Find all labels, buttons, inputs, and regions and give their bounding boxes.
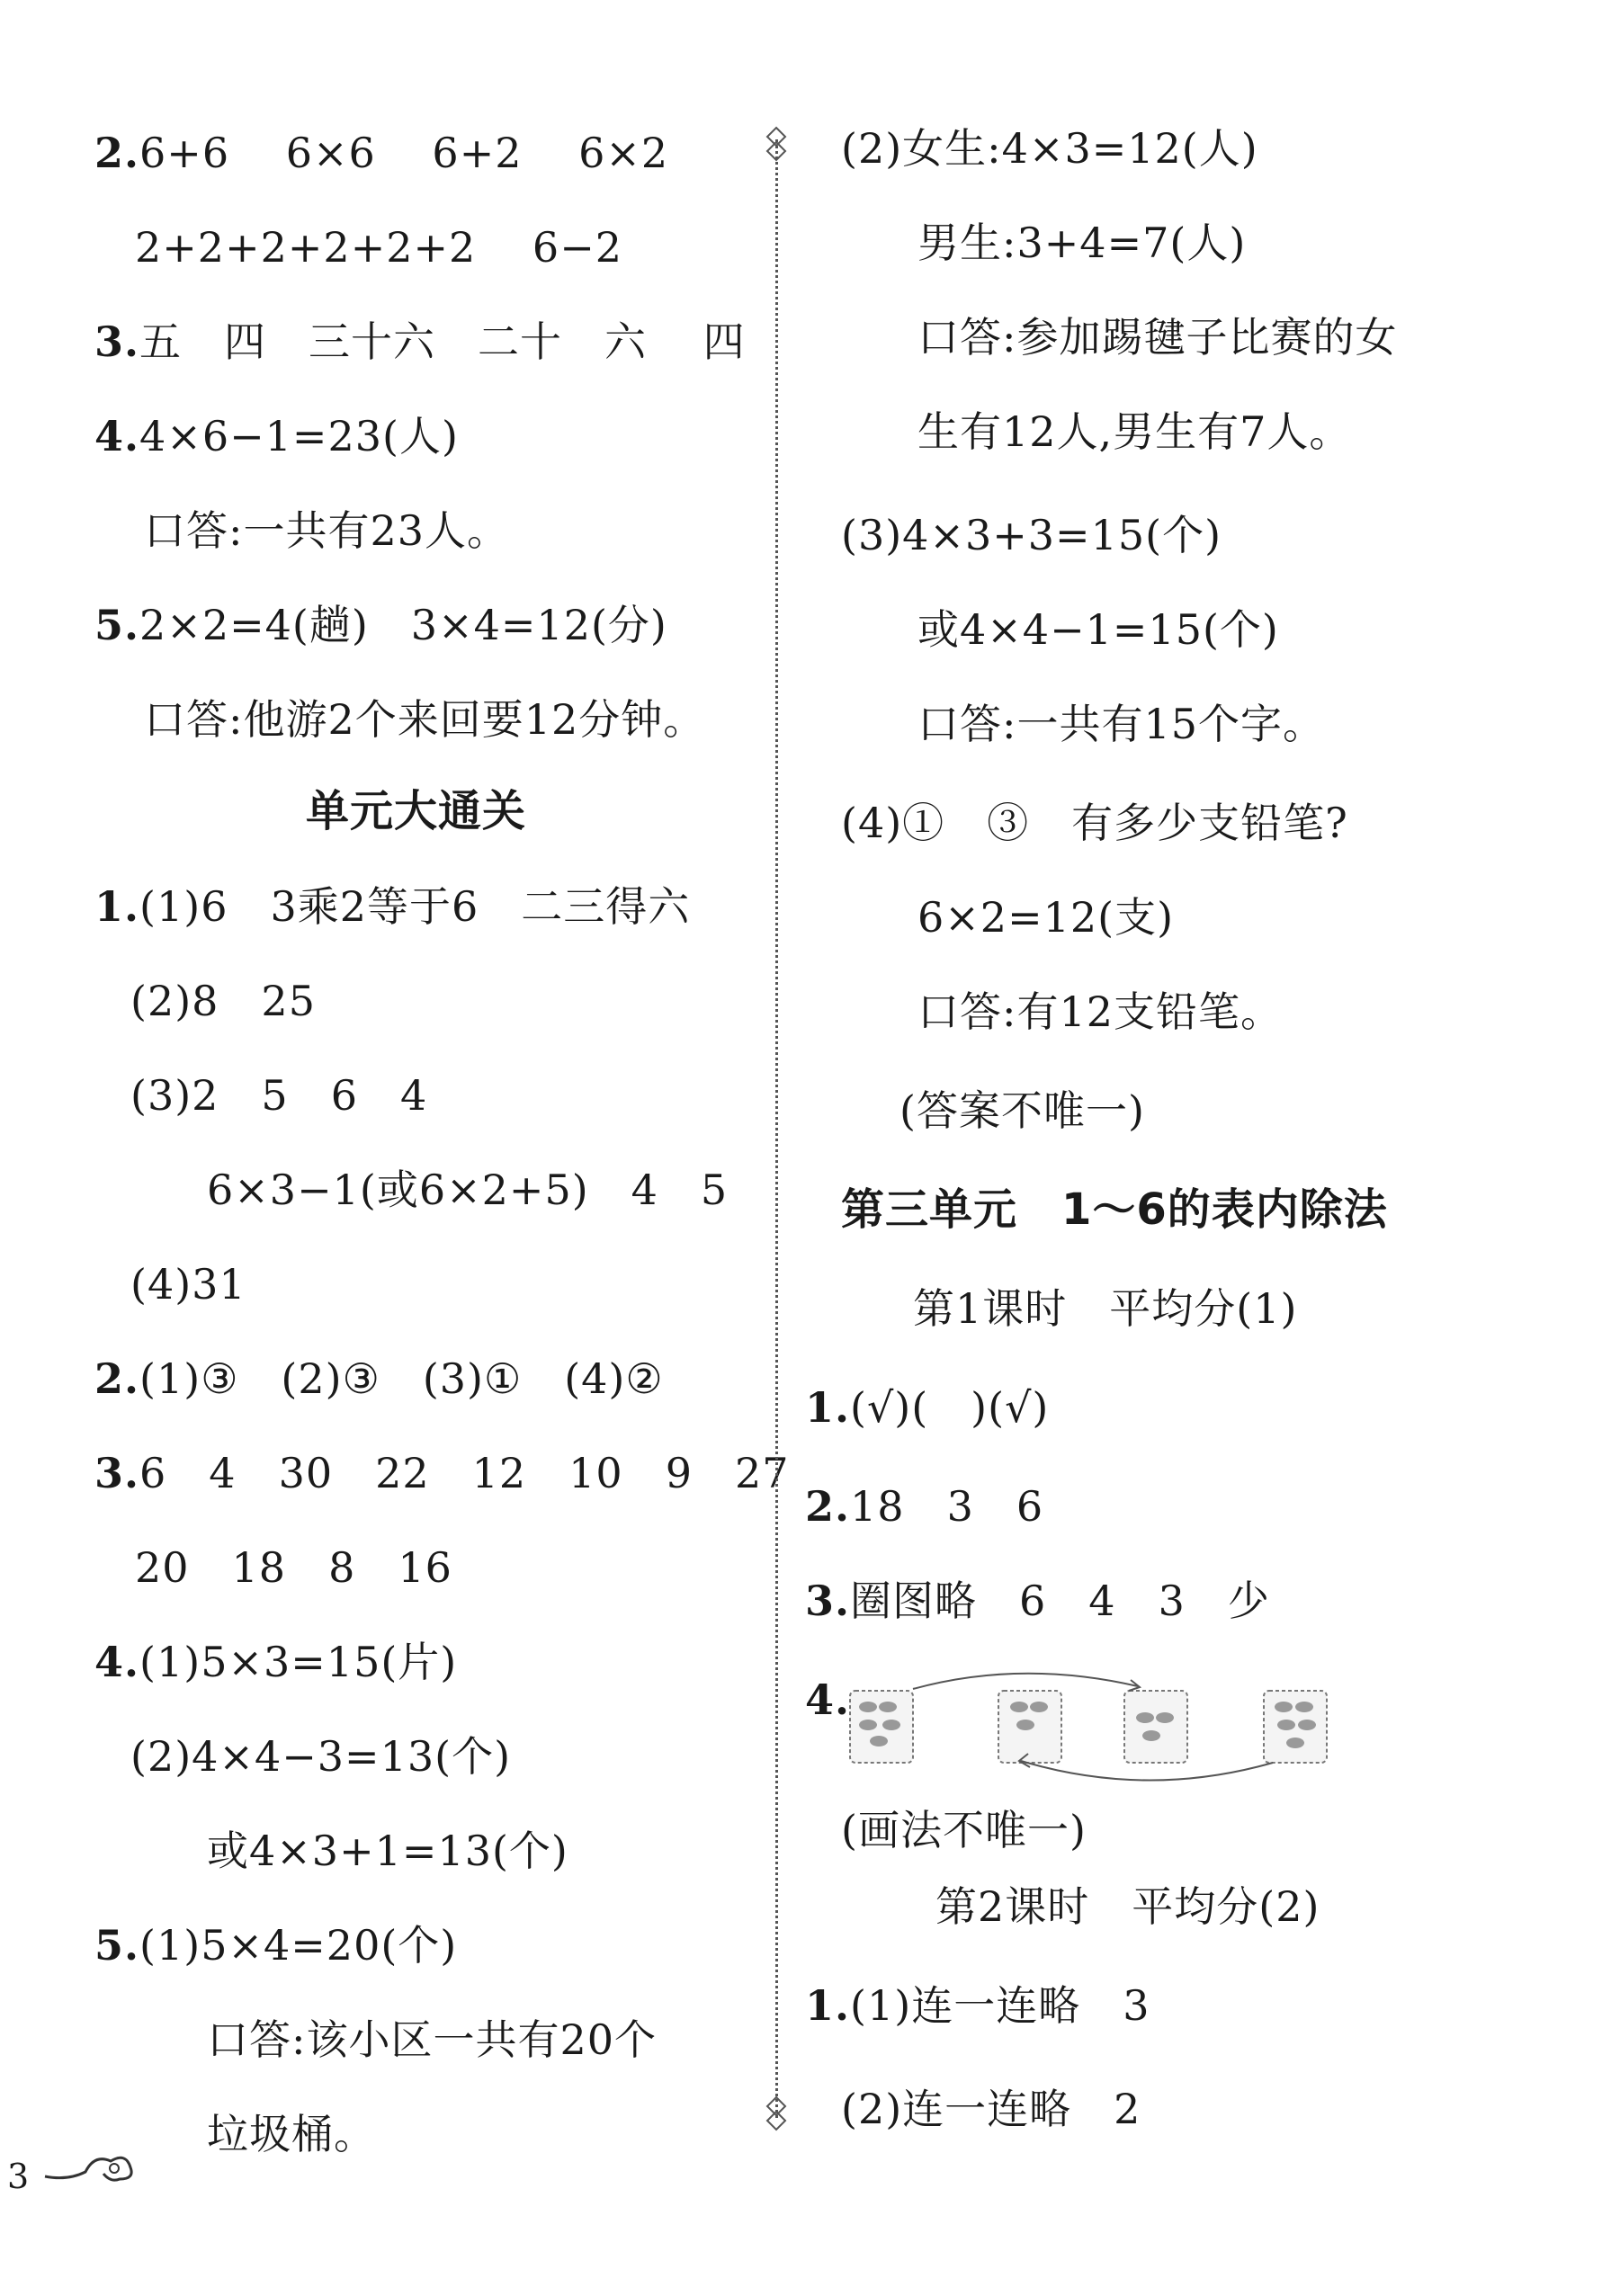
divider-ornament-bottom-icon xyxy=(763,2095,790,2131)
lesson1-answer-1: 1.(√)( )(√) xyxy=(805,1383,1050,1432)
lesson2-answer-1-2: (2)连一连略 2 xyxy=(841,2085,1141,2133)
lesson2-answer-1: 1.(1)连一连略 3 xyxy=(805,1981,1150,2030)
answer-2: 2.6+6 6×6 6+2 6×2 xyxy=(94,129,669,177)
lesson1-answer-3: 3.圈图略 6 4 3 少 xyxy=(805,1577,1270,1625)
lesson-2-heading: 第2课时 平均分(2) xyxy=(935,1882,1320,1931)
review-answer-5: 5.(1)5×4=20(个) xyxy=(94,1921,458,1970)
answer-3: 3.五 四 三十六 二十 六 四 xyxy=(94,317,746,366)
arrow-curve-bottom-icon xyxy=(1021,1761,1273,1781)
review-answer-4: 4.(1)5×3=15(片) xyxy=(94,1638,458,1686)
lesson-1-heading: 第1课时 平均分(1) xyxy=(913,1284,1298,1333)
review-answer-5-reply: 口答:该小区一共有20个 xyxy=(207,2015,658,2064)
review-answer-1-2: (2)8 25 xyxy=(130,977,316,1025)
arrow-curve-top-icon xyxy=(913,1674,1138,1689)
right-answer-2-boys: 男生:3+4=7(人) xyxy=(917,219,1247,267)
review-answer-2: 2.(1)③ (2)③ (3)① (4)② xyxy=(94,1354,664,1403)
answer-4-reply: 口答:一共有23人。 xyxy=(144,506,510,555)
right-answer-4: (4)① ③ 有多少支铅笔? xyxy=(841,799,1348,847)
bag-2-icon xyxy=(998,1691,1061,1763)
right-answer-3: (3)4×3+3=15(个) xyxy=(841,511,1222,559)
page-number: 3 xyxy=(7,2157,30,2196)
cloud-ornament-icon xyxy=(40,2145,139,2190)
bags-distribution-figure xyxy=(841,1664,1345,1790)
review-answer-1-3-cont: 6×3−1(或6×2+5) 4 5 xyxy=(207,1166,729,1214)
note-drawing-not-unique: (画法不唯一) xyxy=(841,1806,1087,1854)
column-divider xyxy=(775,139,778,2118)
lesson1-answer-2: 2.18 3 6 xyxy=(805,1482,1044,1531)
right-answer-2: (2)女生:4×3=12(人) xyxy=(841,124,1258,173)
right-answer-4-calc: 6×2=12(支) xyxy=(917,893,1175,942)
review-answer-4-2-alt: 或4×3+1=13(个) xyxy=(207,1827,568,1875)
right-answer-3-reply: 口答:一共有15个字。 xyxy=(917,700,1326,748)
review-answer-1-4: (4)31 xyxy=(130,1260,246,1309)
answer-2-cont: 2+2+2+2+2+2 6−2 xyxy=(135,223,623,272)
review-answer-5-reply-cont: 垃圾桶。 xyxy=(207,2110,376,2158)
right-answer-2-reply: 口答:参加踢毽子比赛的女 xyxy=(917,313,1398,362)
review-answer-4-2: (2)4×4−3=13(个) xyxy=(130,1732,512,1781)
divider-ornament-top-icon xyxy=(763,126,790,162)
note-answer-not-unique: (答案不唯一) xyxy=(900,1086,1145,1135)
section-heading-unit-review: 单元大通关 xyxy=(306,786,527,836)
review-answer-3-cont: 20 18 8 16 xyxy=(135,1543,452,1592)
right-answer-3-alt: 或4×4−1=15(个) xyxy=(917,605,1279,654)
right-answer-4-reply: 口答:有12支铅笔。 xyxy=(917,987,1284,1036)
unit-3-heading: 第三单元 1～6的表内除法 xyxy=(841,1184,1388,1235)
lesson1-answer-4: 4. xyxy=(805,1675,851,1724)
bag-4-icon xyxy=(1264,1691,1327,1763)
bag-1-icon xyxy=(850,1691,913,1763)
answer-5-reply: 口答:他游2个来回要12分钟。 xyxy=(144,695,706,744)
answer-5: 5.2×2=4(趟) 3×4=12(分) xyxy=(94,601,667,649)
right-answer-2-reply-cont: 生有12人,男生有7人。 xyxy=(917,407,1352,456)
review-answer-3: 3.6 4 30 22 12 10 9 27 xyxy=(94,1449,790,1497)
review-answer-1-3: (3)2 5 6 4 xyxy=(130,1071,428,1120)
bag-3-icon xyxy=(1124,1691,1187,1763)
answer-4: 4.4×6−1=23(人) xyxy=(94,412,459,460)
review-answer-1: 1.(1)6 3乘2等于6 二三得六 xyxy=(94,882,691,931)
